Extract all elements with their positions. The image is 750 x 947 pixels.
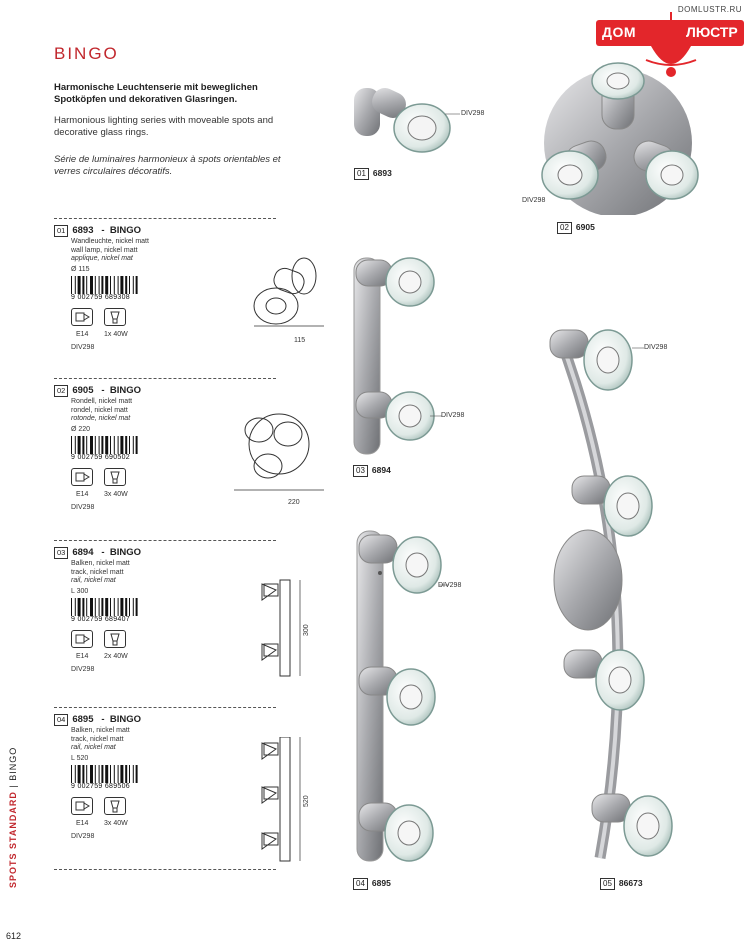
barcode-number: 9 002759 689506 [71,783,130,790]
photo-6895 [345,525,475,870]
logo-word-2: ЛЮСТР [686,24,738,40]
product-description: Balken, nickel matt track, nickel matt rail, nickel mat [71,560,130,584]
technical-drawing [204,570,324,690]
socket-icon [71,308,93,326]
photo-6893-div-label: DIV298 [461,110,485,117]
product-entry [54,378,300,528]
power-label: 1x 40W [104,331,128,338]
product-description: Wandleuchte, nickel matt wall lamp, nickel matt applique, nickel mat [71,238,149,262]
product-number: 03 [54,547,68,559]
power-label: 3x 40W [104,820,128,827]
product-dimension: Ø 115 [71,266,90,273]
intro-english: Harmonious lighting series with moveable spots and decorative glass rings. [54,115,274,138]
photo-6894-caption: 03 6894 [353,465,391,477]
product-code: 03 6894 - BINGO [54,547,141,559]
svg-text:115: 115 [294,337,306,344]
page-title: BINGO [54,44,119,63]
divider [54,707,276,708]
barcode-number: 9 002759 690502 [71,454,130,461]
intro-french: Série de luminaires harmonieux à spots orientables et verres circulaires décoratifs. [54,154,281,177]
barcode-icon [71,436,155,454]
photo-6905-div-label: DIV298 [522,197,546,204]
photo-6894-div-label: DIV298 [441,412,465,419]
technical-drawing [204,248,324,358]
product-dimension: Ø 220 [71,426,91,433]
page-number: 612 [6,931,22,941]
socket-icon [71,630,93,648]
power-label: 3x 40W [104,491,128,498]
svg-text:300: 300 [303,624,310,636]
socket-label: E14 [76,820,89,827]
photo-6893 [340,70,500,170]
barcode-icon [71,598,155,616]
logo-url: DOMLUSTR.RU [677,5,742,14]
power-label: 2x 40W [104,653,128,660]
photo-86673-caption: 05 86673 [600,878,643,890]
photo-6895-div-label: DIV298 [438,582,462,589]
photo-6905 [530,55,710,215]
logo-word-1: ДОМ [602,24,637,40]
socket-label: E14 [76,491,89,498]
product-dimension: L 520 [71,755,89,762]
product-code: 04 6895 - BINGO [54,714,141,726]
barcode-number: 9 002759 689407 [71,616,130,623]
bulb-icon [104,797,126,815]
glass-reference: DIV298 [71,666,95,673]
product-code: 02 6905 - BINGO [54,385,141,397]
photo-86673 [540,318,690,873]
photo-6905-caption: 02 6905 [557,222,595,234]
bulb-icon [104,468,126,486]
photo-6894 [340,250,490,460]
svg-text:520: 520 [303,795,310,807]
photo-6895-caption: 04 6895 [353,878,391,890]
socket-label: E14 [76,653,89,660]
socket-icon [71,797,93,815]
socket-label: E14 [76,331,89,338]
barcode-number: 9 002759 689308 [71,294,130,301]
barcode-icon [71,765,155,783]
product-entry [54,540,310,690]
glass-reference: DIV298 [71,504,95,511]
technical-drawing [204,737,324,867]
product-dimension: L 300 [71,588,89,595]
photo-86673-div-label: DIV298 [644,344,668,351]
divider [54,869,276,870]
product-code: 01 6893 - BINGO [54,225,141,237]
svg-text:220: 220 [288,499,300,506]
sidebar-section-label: SPOTS STANDARD | BINGO [8,746,18,888]
divider [54,218,276,219]
photo-6893-caption: 01 6893 [354,168,392,180]
product-description: Rondell, nickel matt rondel, nickel matt rotonde, nickel mat [71,398,133,422]
socket-icon [71,468,93,486]
product-description: Balken, nickel matt track, nickel matt rail, nickel mat [71,727,130,751]
barcode-icon [71,276,155,294]
intro-german: Harmonische Leuchtenserie mit beweglichen Spotköpfen und dekorativen Glasringen. [54,82,258,105]
technical-drawing [204,408,324,518]
product-entry [54,707,310,857]
product-number: 01 [54,225,68,237]
bulb-icon [104,630,126,648]
glass-reference: DIV298 [71,833,95,840]
divider [54,378,276,379]
product-entry [54,218,306,368]
product-number: 04 [54,714,68,726]
glass-reference: DIV298 [71,344,95,351]
product-number: 02 [54,385,68,397]
divider [54,540,276,541]
bulb-icon [104,308,126,326]
